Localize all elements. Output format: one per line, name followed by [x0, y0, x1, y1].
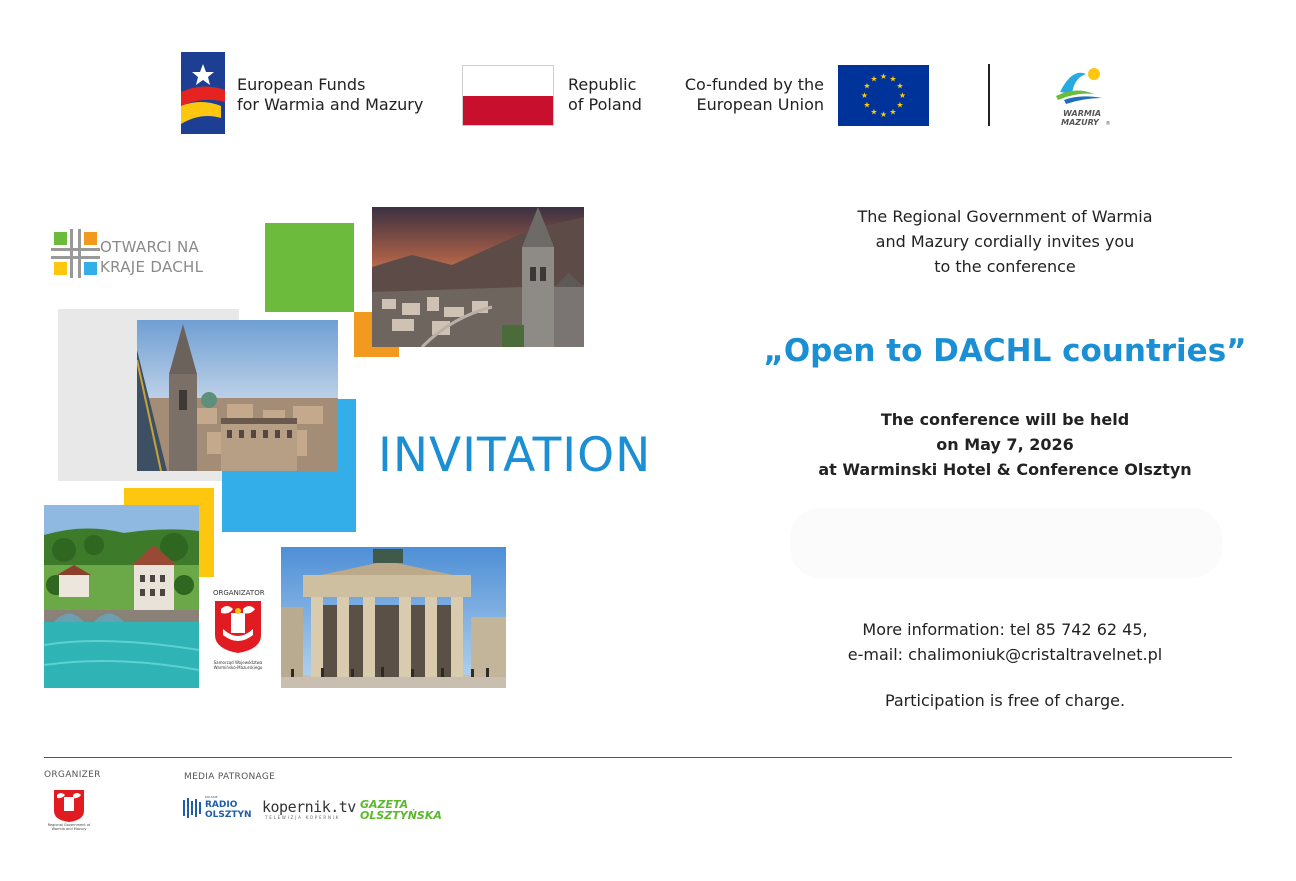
- media-patronage-label: MEDIA PATRONAGE: [184, 772, 276, 782]
- svg-text:★: ★: [889, 74, 897, 84]
- gazeta-olsztynska-logo: [360, 799, 442, 821]
- details-line2: on May 7, 2026: [936, 435, 1074, 454]
- conference-title: „Open to DACHL countries”: [763, 333, 1247, 369]
- gazeta-line2: OLSZTYŃSKA: [360, 809, 442, 822]
- svg-text:★: ★: [870, 107, 878, 117]
- footer-crest-icon: [53, 789, 85, 823]
- svg-text:★: ★: [879, 72, 888, 81]
- kopernik-tv-logo: kopernik.tv: [262, 798, 356, 816]
- organizator-sub: Samorząd Województwa Warmińsko-Mazurskiego: [213, 660, 263, 670]
- svg-text:★: ★: [889, 107, 897, 117]
- conference-details: [748, 407, 1262, 482]
- footer-organizer-sub: Regional Government of Warmia and Mazury: [47, 823, 91, 831]
- warmia-mazury-crest-icon: [213, 599, 263, 655]
- contact-email[interactable]: e-mail: chalimoniuk@cristaltravelnet.pl: [847, 645, 1163, 664]
- details-line3: at Warminski Hotel & Conference Olsztyn: [818, 460, 1192, 479]
- co-funded-line1: Co-funded by the: [684, 75, 824, 94]
- svg-text:★: ★: [896, 100, 904, 110]
- brand-line2: KRAJE DACHL: [100, 258, 204, 276]
- svg-text:★: ★: [879, 110, 888, 119]
- gazeta-line1: GAZETA: [360, 798, 409, 811]
- blank-panel: [790, 508, 1222, 578]
- svg-text:★: ★: [860, 91, 869, 100]
- intro-line1: The Regional Government of Warmia: [857, 207, 1153, 226]
- green-square: [265, 223, 354, 312]
- registered-mark: ®: [1105, 121, 1111, 127]
- radio-line1: RADIO: [205, 800, 238, 810]
- participation-free: Participation is free of charge.: [884, 691, 1126, 710]
- mazury-logo-text: MAZURY: [1061, 118, 1099, 127]
- otwarci-na-kraje-dachl-logo: [51, 229, 100, 278]
- poland-flag: [462, 65, 554, 126]
- header-divider: [988, 64, 990, 126]
- warmia-mazury-logo: [1050, 64, 1114, 128]
- co-funded-line2: European Union: [696, 95, 824, 114]
- brand-line1: OTWARCI NA: [100, 238, 200, 256]
- vienna-photo: [137, 320, 338, 471]
- contact-info: [748, 617, 1262, 667]
- radio-olsztyn-text: [205, 800, 252, 820]
- bern-photo: [44, 505, 199, 688]
- intro-line3: to the conference: [934, 257, 1076, 276]
- republic-line1: Republic: [568, 75, 637, 94]
- footer-divider: [44, 757, 1232, 758]
- republic-line2: of Poland: [568, 95, 642, 114]
- svg-text:★: ★: [870, 74, 878, 84]
- contact-phone: More information: tel 85 742 62 45,: [862, 620, 1148, 639]
- radio-pre-label: POLSKIE: [205, 795, 218, 799]
- radio-line2: OLSZTYN: [205, 810, 252, 820]
- radio-olsztyn-logo-icon: [183, 798, 203, 818]
- otwarci-na-kraje-dachl-text: [100, 237, 203, 277]
- kopernik-tv-sub: TELEWIZJA KOPERNIK: [265, 815, 341, 820]
- warmia-logo-text: WARMIA: [1062, 109, 1102, 118]
- invitation-heading: INVITATION: [378, 428, 652, 483]
- organizator-label: ORGANIZATOR: [213, 589, 265, 597]
- republic-of-poland-text: [568, 75, 642, 115]
- european-funds-text: [237, 75, 423, 115]
- footer-organizer-label: ORGANIZER: [44, 770, 101, 780]
- details-line1: The conference will be held: [880, 410, 1130, 429]
- european-funds-line2: for Warmia and Mazury: [237, 95, 424, 114]
- european-funds-logo: [181, 52, 225, 134]
- svg-text:★: ★: [863, 100, 871, 110]
- invite-intro: [748, 204, 1262, 279]
- brandenburg-gate-photo: [281, 547, 506, 688]
- svg-text:★: ★: [863, 81, 871, 91]
- svg-text:★: ★: [898, 91, 907, 100]
- european-funds-line1: European Funds: [237, 75, 366, 94]
- eu-flag: [838, 65, 929, 126]
- vaduz-cathedral-photo: [372, 207, 584, 347]
- intro-line2: and Mazury cordially invites you: [875, 232, 1135, 251]
- co-funded-text: [676, 75, 824, 115]
- svg-text:★: ★: [896, 81, 904, 91]
